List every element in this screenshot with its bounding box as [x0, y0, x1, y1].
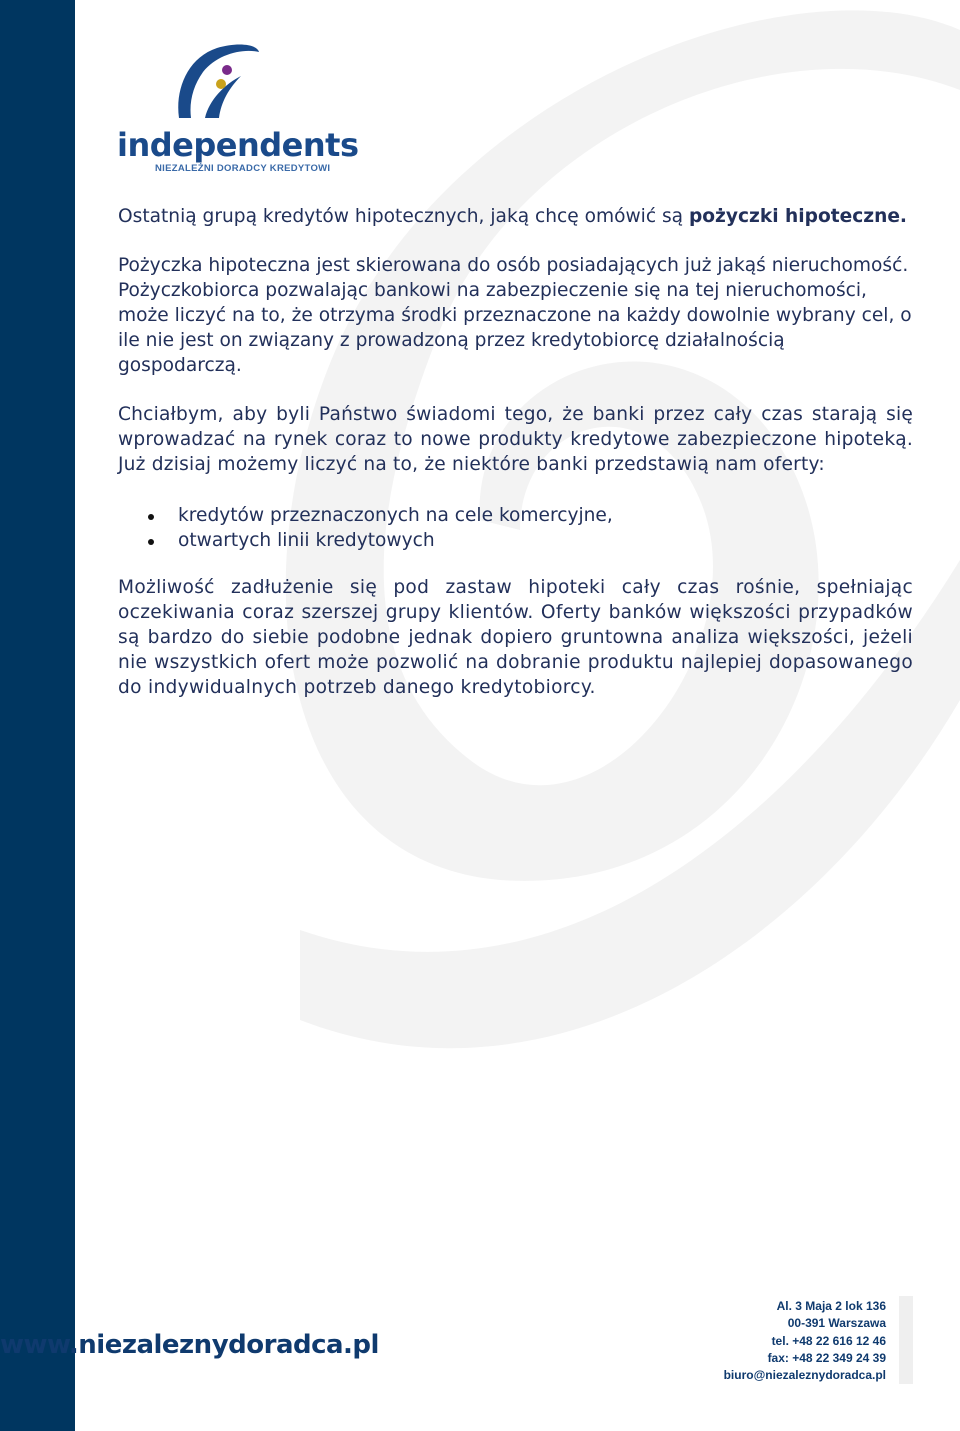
intro-bold: pożyczki hipoteczne.: [688, 206, 908, 227]
phone-number: tel. +48 22 616 12 46: [771, 1333, 886, 1348]
paragraph-definition: Pożyczka hipoteczna jest skierowana do osób posiadających już jakąś nieruchomość. Pożyczkobiorca pozwalając bankowi na zabezpieczenie się na tej nieruchomości, może liczyć na to, że otrzyma środki przeznaczone na każdy dowolnie wybrany cel, o ile nie jest on związany z prowadzoną przez kredytobiorcę działalnością gospodarczą.: [118, 255, 912, 376]
list-item: [118, 528, 913, 553]
address-street: Al. 3 Maja 2 lok 136: [776, 1299, 886, 1313]
paragraph-offers: Chciałbym, aby byli Państwo świadomi tego, że banki przez cały czas starają się wprowadzać na rynek coraz to nowe produkty kredytowe zabezpieczone hipoteką. Już dzisiaj możemy liczyć na to, że niektóre banki przedstawią nam oferty:: [118, 404, 913, 475]
bullet-icon: [148, 514, 154, 520]
paragraph-intro: [118, 204, 913, 229]
logo-mark-icon: [117, 38, 317, 128]
list-item-text: kredytów przeznaczonych na cele komercyjne,: [178, 505, 613, 526]
website-link[interactable]: www.niezaleznydoradca.pl: [0, 1330, 379, 1360]
bullet-icon: [148, 539, 154, 545]
intro-text: Ostatnią grupą kredytów hipotecznych, jaką chcę omówić są: [118, 206, 689, 227]
list-item: [118, 503, 913, 528]
contact-address: [686, 1298, 886, 1384]
company-logo: [117, 38, 359, 178]
email-link[interactable]: biuro@niezaleznydoradca.pl: [723, 1368, 886, 1383]
fax-number: fax: +48 22 349 24 39: [767, 1350, 886, 1365]
offer-list: [118, 503, 913, 553]
article-body: [118, 204, 913, 700]
address-divider: [899, 1296, 913, 1384]
paragraph-conclusion: Możliwość zadłużenie się pod zastaw hipoteki cały czas rośnie, spełniając oczekiwania coraz szerszej grupy klientów. Oferty banków większości przypadków są bardzo do siebie podobne jednak dopiero gruntowna analiza większości, jeżeli nie wszystkich ofert może pozwolić na dobranie produktu najlepiej dopasowanego do indywidualnych potrzeb danego kredytobiorcy.: [118, 577, 913, 698]
logo-wordmark: independents: [117, 126, 359, 164]
list-item-text: otwartych linii kredytowych: [178, 530, 435, 551]
address-city: 00-391 Warszawa: [787, 1316, 886, 1331]
logo-tagline: NIEZALEŻNI DORADCY KREDYTOWI: [155, 163, 331, 174]
